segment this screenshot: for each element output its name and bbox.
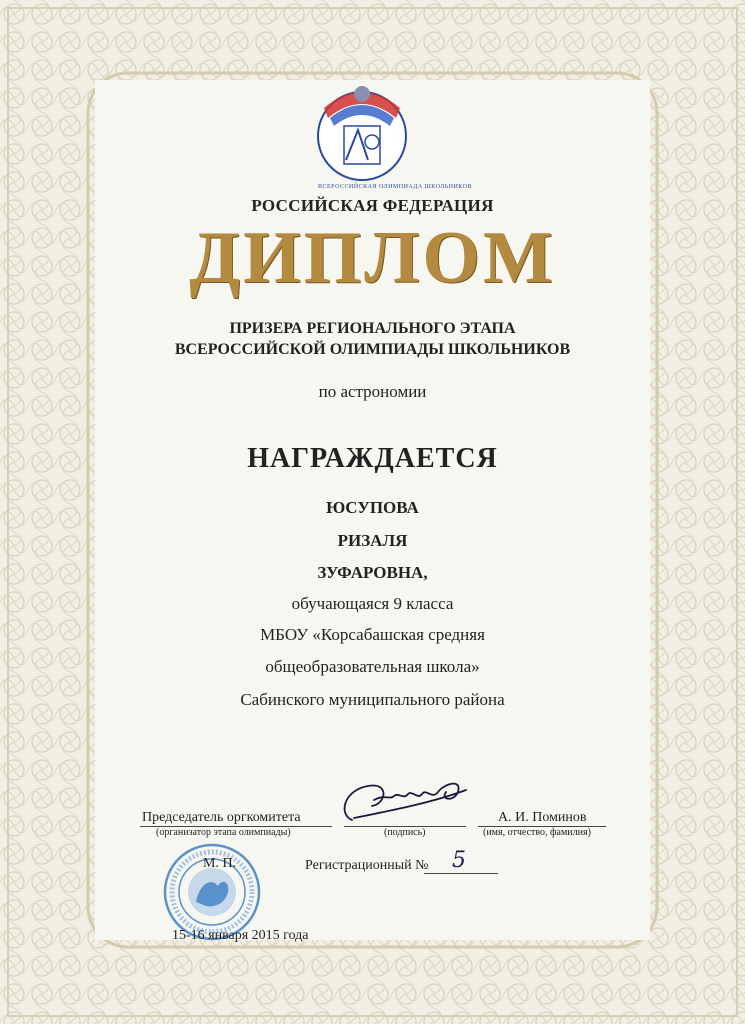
recipient-last-name: ЮСУПОВА bbox=[326, 498, 419, 517]
signature-caption: (подпись) bbox=[384, 827, 426, 838]
school-line1: МБОУ «Корсабашская средняя bbox=[260, 625, 485, 644]
name-caption: (имя, отчество, фамилия) bbox=[483, 827, 591, 838]
grade-text: обучающаяся 9 класса bbox=[291, 594, 454, 613]
recipient-first-name: РИЗАЛЯ bbox=[337, 531, 408, 550]
subject: по астрономии bbox=[318, 382, 427, 401]
committee-role: Председатель оргкомитета bbox=[142, 810, 301, 825]
school-line2: общеобразовательная школа» bbox=[265, 657, 480, 676]
logo-text: ВСЕРОССИЙСКАЯ ОЛИМПИАДА ШКОЛЬНИКОВ bbox=[318, 184, 472, 190]
olympiad-logo bbox=[310, 80, 414, 184]
stamp-label: М. П. bbox=[203, 856, 237, 871]
diploma-title: ДИПЛОМ bbox=[189, 217, 556, 299]
registration-label: Регистрационный № bbox=[305, 858, 429, 873]
awarded-label: НАГРАЖДАЕТСЯ bbox=[247, 443, 498, 474]
recipient-patronymic: ЗУФАРОВНА, bbox=[317, 563, 428, 582]
olympiad-date: 15-16 января 2015 года bbox=[172, 928, 309, 943]
subtitle-line1: ПРИЗЕРА РЕГИОНАЛЬНОГО ЭТАПА bbox=[229, 320, 516, 337]
subtitle-line2: ВСЕРОССИЙСКОЙ ОЛИМПИАДЫ ШКОЛЬНИКОВ bbox=[174, 341, 571, 358]
handwritten-signature bbox=[334, 770, 474, 830]
district: Сабинского муниципального района bbox=[240, 690, 505, 709]
country-name: РОССИЙСКАЯ ФЕДЕРАЦИЯ bbox=[251, 196, 494, 215]
role-caption: (организатор этапа олимпиады) bbox=[156, 827, 291, 838]
registration-underline bbox=[424, 873, 498, 874]
registration-number: 5 bbox=[452, 848, 466, 873]
signer-name: А. И. Поминов bbox=[498, 810, 587, 825]
